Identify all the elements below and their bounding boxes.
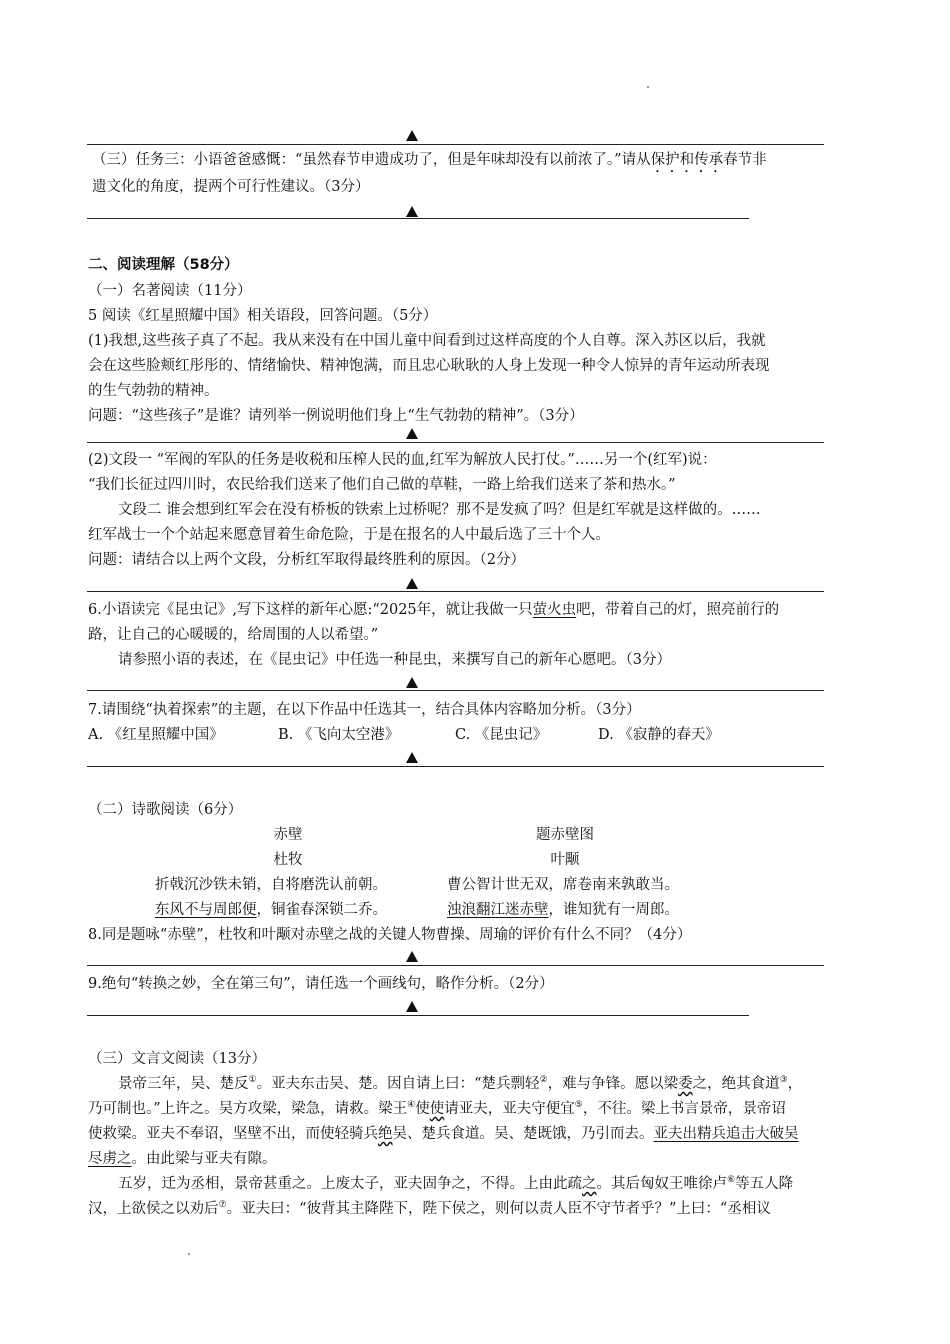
q5-stem: 5 阅读《红星照耀中国》相关语段，回答问题。（5分） bbox=[88, 308, 438, 324]
classical-text-line: 五岁，迁为丞相，景帝甚重之。上废太子，亚夫固争之，不得。上由此疏之。其后匈奴王唯徐卢⑥等五人降 bbox=[118, 1175, 794, 1192]
answer-marker bbox=[406, 206, 418, 217]
subsection-heading: （一）名著阅读（11分） bbox=[88, 283, 252, 299]
task3-line1: （三）任务三：小语爸爸感慨：“虽然春节申遗成功了，但是年味却没有以前浓了。”请从保护和传承春节非 bbox=[92, 152, 767, 168]
answer-line bbox=[87, 591, 824, 592]
section-heading: 二、阅读理解（58分） bbox=[88, 257, 239, 273]
answer-marker bbox=[406, 951, 418, 962]
poem1-line: 东风不与周郎便，铜雀春深锁二乔。 bbox=[155, 902, 387, 918]
classical-text-line: 使救梁。亚夫不奉诏，坚壁不出，而使轻骑兵绝吴、楚兵食道。吴、楚既饿，乃引而去。亚夫出精兵追击大破吴 bbox=[88, 1126, 799, 1142]
poem1-author: 杜牧 bbox=[273, 852, 303, 868]
scan-speck bbox=[188, 1253, 190, 1255]
scan-speck bbox=[647, 86, 649, 88]
classical-text-line: 尽虏之。由此梁与亚夫有隙。 bbox=[88, 1151, 277, 1167]
q5-question1: 问题：“这些孩子”是谁？请列举一例说明他们身上“生气勃勃的精神”。（3分） bbox=[88, 408, 584, 424]
q5-passage1: 的生气勃勃的精神。 bbox=[88, 383, 219, 399]
q5-passage2: 文段二 谁会想到红军会在没有桥板的铁索上过桥呢？那不是发疯了吗？但是红军就是这样做的。…… bbox=[118, 502, 761, 518]
q7-stem: 7.请围绕“执着探索”的主题，在以下作品中任选其一，结合具体内容略加分析。（3分） bbox=[88, 702, 641, 718]
answer-marker bbox=[406, 578, 418, 589]
answer-line bbox=[87, 218, 749, 219]
poem2-author: 叶颙 bbox=[550, 852, 580, 868]
answer-marker bbox=[406, 130, 418, 141]
classical-text-line: 乃可制也。”上许之。吴方攻梁，梁急，请救。梁王④使使请亚夫，亚夫守便宜⑤，不往。梁上书言景帝，景帝诏 bbox=[88, 1100, 786, 1117]
classical-text-line: 景帝三年，吴、楚反①。亚夫东击吴、楚。因自请上曰：“楚兵剽轻②，难与争锋。愿以梁委之，绝其食道③， bbox=[118, 1075, 803, 1092]
q5-passage1: (1)我想,这些孩子真了不起。我从来没有在中国儿童中间看到过这样高度的个人自尊。深入苏区以后，我就 bbox=[88, 333, 766, 349]
answer-marker bbox=[406, 752, 418, 763]
poem2-line: 曹公智计世无双，席卷南来孰敢当。 bbox=[447, 877, 679, 893]
answer-line bbox=[87, 1015, 749, 1016]
q7-option: A. 《红星照耀中国》 bbox=[88, 727, 224, 743]
q6-line2: 路，让自己的心暖暖的，给周围的人以希望。” bbox=[88, 627, 379, 643]
q6-line3: 请参照小语的表述，在《昆虫记》中任选一种昆虫，来撰写自己的新年心愿吧。（3分） bbox=[118, 652, 671, 668]
q5-passage2: (2)文段一 “军阀的军队的任务是收税和压榨人民的血,红军为解放人民打仗。”……另一个(红军)说： bbox=[88, 452, 717, 468]
answer-line bbox=[87, 144, 824, 145]
answer-line bbox=[87, 690, 824, 691]
poem1-title: 赤壁 bbox=[273, 827, 303, 843]
q5-question2: 问题：请结合以上两个文段，分析红军取得最终胜利的原因。（2分） bbox=[88, 552, 525, 568]
q7-option: B. 《飞向太空港》 bbox=[278, 727, 400, 743]
q7-option: D. 《寂静的春天》 bbox=[598, 727, 720, 743]
classical-text-line: 汉，上欲侯之以劝后⑦。亚夫曰：“彼背其主降陛下，陛下侯之，则何以责人臣不守节者乎？”上曰：“丞相议 bbox=[88, 1200, 771, 1217]
poem2-title: 题赤壁图 bbox=[536, 827, 594, 843]
q5-passage2: “我们长征过四川时，农民给我们送来了他们自己做的草鞋，一路上给我们送来了茶和热水。” bbox=[88, 477, 676, 493]
answer-marker bbox=[406, 677, 418, 688]
poem2-line: 浊浪翻江迷赤壁，谁知犹有一周郎。 bbox=[447, 902, 679, 918]
q6-line1: 6.小语读完《昆虫记》,写下这样的新年心愿:“2025年，就让我做一只萤火虫吧，带着自己的灯，照亮前行的 bbox=[88, 602, 780, 618]
answer-line bbox=[87, 442, 824, 443]
q8-stem: 8.同是题咏“赤壁”，杜牧和叶颙对赤壁之战的关键人物曹操、周瑜的评价有什么不同？（4分） bbox=[88, 927, 692, 943]
q7-option: C. 《昆虫记》 bbox=[455, 727, 548, 743]
q5-passage1: 会在这些脸颊红彤彤的、情绪愉快、精神饱满，而且忠心耿耿的人身上发现一种令人惊异的青年运动所表现 bbox=[88, 358, 770, 374]
answer-line bbox=[87, 965, 824, 966]
answer-marker bbox=[406, 1001, 418, 1012]
subsection-heading: （三）文言文阅读（13分） bbox=[88, 1051, 266, 1067]
poem1-line: 折戟沉沙铁未销，自将磨洗认前朝。 bbox=[155, 877, 387, 893]
subsection-heading: （二）诗歌阅读（6分） bbox=[88, 802, 243, 818]
task3-line2: 遗文化的角度，提两个可行性建议。（3分） bbox=[92, 179, 370, 195]
q9-stem: 9.绝句“转换之妙，全在第三句”，请任选一个画线句，略作分析。（2分） bbox=[88, 976, 554, 992]
q5-passage2: 红军战士一个个站起来愿意冒着生命危险，于是在报名的人中最后选了三十个人。 bbox=[88, 527, 610, 543]
answer-marker bbox=[406, 428, 418, 439]
answer-line bbox=[87, 766, 824, 767]
